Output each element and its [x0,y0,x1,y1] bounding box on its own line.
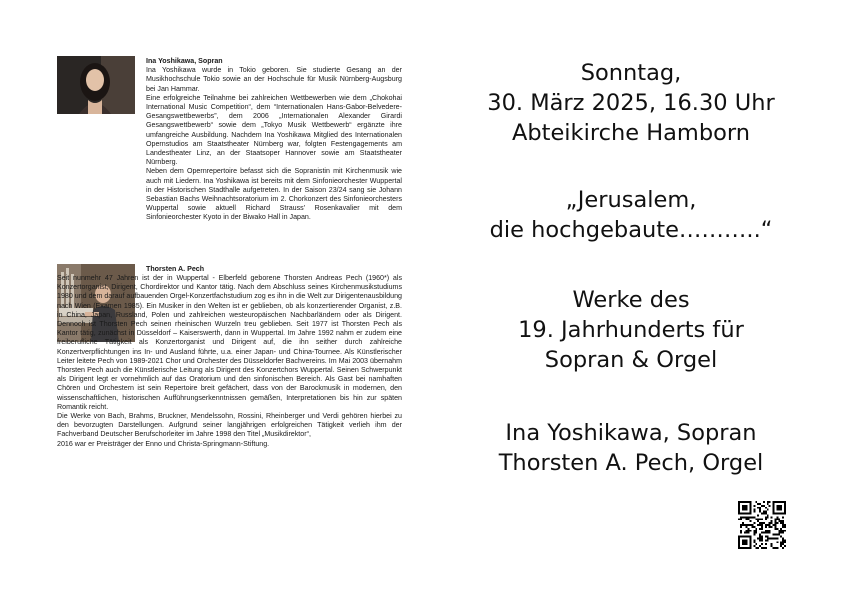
singer-bio-paragraph-3: Neben dem Opernrepertoire befasst sich die Sopranistin mit Kirchenmusik wie auch mit Liedern. Ina Yoshikawa ist bereits mit dem Sinfonieorchester Wuppertal in der Historischen Stadthalle aufgetreten. In der Saison 23/24 sang sie Johann Sebastian Bachs Weihnachtsoratorium im 2. Chorkonzert des Sinfonieorchesters Wuppertal sowie aktuell Richard Strauss' Rosenkavalier mit dem Sinfonieorchester Kyoto in der Biwako Hall in Japan. [146,167,402,222]
organist-bio-body [57,274,402,449]
organist-bio-paragraph-2: Die Werke von Bach, Brahms, Bruckner, Mendelssohn, Rossini, Rheinberger und Verdi gehören hierbei zu den bevorzugten Darstellungen. Aufgrund seiner langjährigen erfolgreichen Tätigkeit verlieh ihm der Fachverband Deutscher Berufschorleiter im Jahre 1998 den Titel „Musikdirektor“, [57,412,402,439]
performer-1: Ina Yoshikawa, Sopran [505,420,757,446]
concert-title-line-2: die hochgebaute………..“ [489,217,773,243]
organist-bio-paragraph-1: Seit nunmehr 47 Jahren ist der in Wuppertal - Elberfeld geborene Thorsten Andreas Pech (1960*) als Konzertorganist, Dirigent, Chordirektor und Kantor tätig. Nach dem Abschluss seines Kirchenmusikstudiums 1980 und dem darauf aufbauenden Orgel-Konzertfachstudium zog es ihn in die Welt zur Dirigentenausbildung nach Wien (Examen 1985). Ein Musiker in den Welten ist er geblieben, ob als konzertierender Organist, z.B. in China, Japan, Russland, Polen und zahlreichen westeuropäischen Nachbarländern oder als Dirigent. Dennoch ist Thorsten Pech seinen rheinischen Wurzeln treu geblieben. Seit 1977 ist Thorsten Pech als Kantor tätig, zunächst in Düsseldorf – Kaiserswerth, dann in Wuppertal. Im Jahre 1992 nahm er zudem eine freiberufliche Tätigkeit als Konzertorganist und Dirigent auf, die ihn seither durch zahlreiche Konzertverpflichtungen ins In- und Ausland führte, u.a. einer Japan- und China-Tournee. Als Künstlerischer Leiter leitete Pech von 1989-2021 Chor und Orchester des Düsseldorfer Bachvereins. Im Mai 2003 übernahm Thorsten Pech auch die Künstlerische Leitung als Dirigent des Konzertchors Wuppertal. Seinen Schwerpunkt als Dirigent legt er vornehmlich auf das Oratorium und den sinfonischen Bereich. Als Gast bei namhaften Chören und Orchestern ist sein Repertoire breit gefächert, dass von der Barockmusik in modernen, den wissenschaftlichen, historischen Aufführungserkenntnissen gemäßen, Interpretationen bis hin zur späten Romantik reicht. [57,274,402,411]
singer-name: Ina Yoshikawa, Sopran [146,57,223,65]
qr-code[interactable] [738,501,786,549]
singer-bio [146,57,402,223]
organist-bio-paragraph-3: 2016 war er Preisträger der Enno und Christa-Springmann-Stiftung. [57,439,270,448]
performer-2: Thorsten A. Pech, Orgel [498,450,764,476]
singer-photo [57,56,135,114]
program-description [462,285,800,375]
event-venue: Abteikirche Hamborn [511,120,751,146]
organist-bio [146,265,402,274]
concert-title [462,185,800,245]
event-day: Sonntag, [580,60,682,86]
qr-code-icon [738,501,786,549]
program-line-2: 19. Jahrhunderts für [518,317,744,343]
program-line-1: Werke des [572,287,690,313]
performers [462,418,800,478]
singer-bio-paragraph-2: Eine erfolgreiche Teilnahme bei zahlreichen Wettbewerben wie dem „Chokohai International Music Competition“, dem “Internationalen Hans-Gabor-Belvedere-Gesangswettbewerbs”, dem 2006 „Internationalen Alexander Girardi Gesangswettbewerb“ sowie dem „Tokyo Musik Wettbewerb“ ergänzte ihre umfangreiche Ausbildung. Nachdem Ina Yoshikawa Mitglied des Internationalen Opernstudios am Staatstheater Nürnberg war, folgten Festengagements am Landestheater Linz, an der Staatsoper Hannover sowie am Staatstheater Nürnberg. [146,93,402,167]
concert-title-line-1: „Jerusalem, [565,187,697,213]
event-info [462,58,800,148]
event-datetime: 30. März 2025, 16.30 Uhr [487,90,775,116]
singer-bio-paragraph-1: Ina Yoshikawa wurde in Tokio geboren. Sie studierte Gesang an der Musikhochschule Tokio sowie an der Hochschule für Musik Nürnberg-Augsburg bei Jan Hammar. [146,66,402,93]
organist-name: Thorsten A. Pech [146,265,205,273]
portrait-photo-icon [57,56,135,114]
program-line-3: Sopran & Orgel [544,347,718,373]
